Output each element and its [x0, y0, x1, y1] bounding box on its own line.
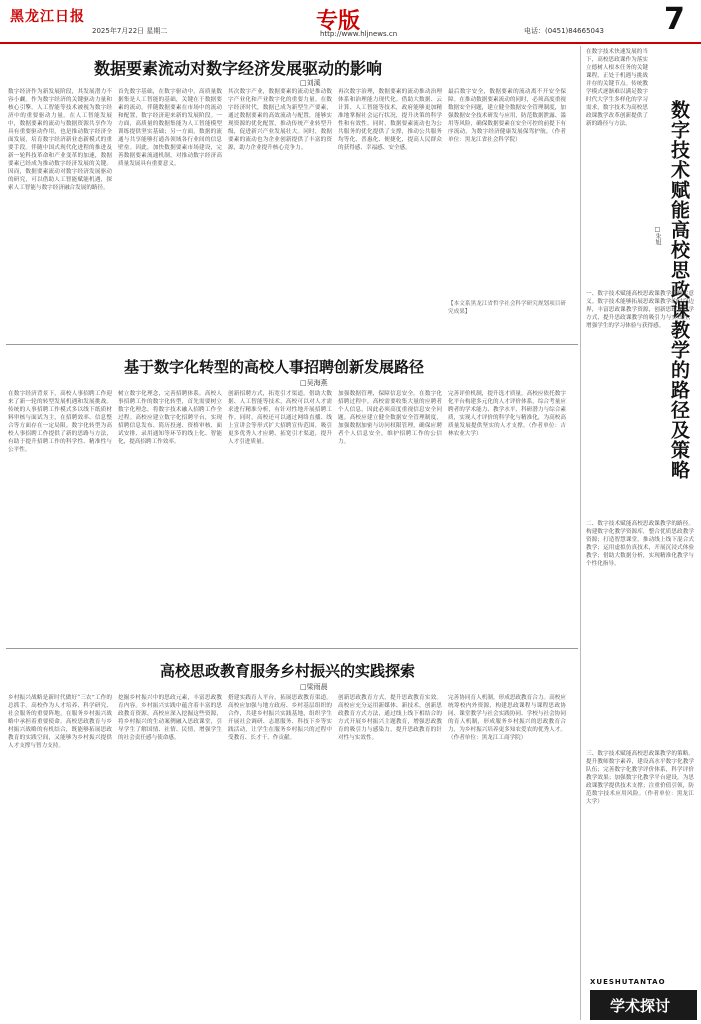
article2-col2: 树立数字化理念，完善招聘体系。高校人事招聘工作的数字化转型，首先需要树立数字化理念，将数字技术融入招聘工作全过程。高校应建立数字化招聘平台，实现招聘信息发布、简历投递、资格审核、面试安排、录用通知等环节的线上化、智能化，提高招聘工作效率。	[118, 391, 222, 445]
article3-col4: 创新思政教育方式，提升思政教育实效。高校应充分运用新媒体、新技术，创新思政教育方式方法，通过线上线下相结合的方式开展乡村振兴主题教育，增强思政教育的吸引力与感染力，提升思政教育的针对性与实效性。	[338, 695, 442, 741]
article2-col1: 在数字经济背景下，高校人事招聘工作迎来了新一轮的转型发展机遇和发展挑战。传统的人事招聘工作模式多以线下纸质材料审核与面试为主，在招聘效率、信息整合等方面存在一定局限。数字化转型为高校人事招聘工作提供了新的思路与方法，有助于提升招聘工作的科学性、精准性与公平性。	[8, 391, 112, 453]
article4-col2: 一、数字技术赋能高校思政课教学的现实意义。数字技术能够拓展思政课教学的时空边界，丰富思政课教学资源，创新思政课教学方式，提升思政课教学的吸引力与实效性，增强学生的学习体验与获得感。	[586, 291, 694, 329]
article3-col5: 完善协同育人机制，形成思政教育合力。高校应统筹校内外资源，构建思政课程与课程思政协同、课堂教学与社会实践协同、学校与社会协同的育人机制，形成服务乡村振兴的思政教育合力，为乡村振兴培养更多知农爱农的优秀人才。（作者单位：黑龙江工商学院）	[448, 695, 566, 741]
article1-col1: 数字经济作为新发展阶段，其发展潜力不容小觑。作为数字经济的关键驱动力量和核心引擎，人工智能等技术被视为数字经济中的重要驱动力量。在人工智能发展中，数据要素的流动与数据资源共享作为具有重要驱动作用，也是推动数字经济全面发展，培育数字经济新业态新模式的重要手段。伴随中国式现代化进程的推进及新一轮科技革命和产业变革的加速，数据要素已经成为推动数字经济发展的关键。因而，数据要素流动对数字经济发展驱动的研究，可以借助人工智能赋能机遇，探索人工智能与数字经济融合发展的路径。	[8, 89, 112, 191]
article2-col4: 加强数据管理，保障信息安全。在数字化招聘过程中，高校需要收集大量的应聘者个人信息，因此必须高度重视信息安全问题。高校应建立健全数据安全管理制度，加强数据加密与访问权限管理，确保应聘者个人信息安全，维护招聘工作的公信力。	[338, 391, 442, 445]
divider-2	[6, 648, 578, 649]
issue-date: 2025年7月22日 星期二	[92, 27, 168, 35]
article1-byline: □刘溪	[300, 79, 321, 87]
masthead	[0, 0, 701, 44]
article1-col4: 再次数字治理，数据要素的流动推动治理体系和治理能力现代化。借助大数据、云计算、人工智能等技术，政府能够更加精准地掌握社会运行状况，提升决策的科学性和有效性。同时，数据要素流动也为公共服务的优化提供了支撑，推动公共服务均等化、普惠化、便捷化，提高人民群众的获得感、幸福感、安全感。	[338, 89, 442, 151]
article4-headline: 数字技术赋能高校思政课教学的路径及策略	[668, 100, 690, 480]
article3-headline: 高校思政教育服务乡村振兴的实践探索	[160, 662, 416, 680]
phone-number: 电话：(0451)84665043	[524, 27, 604, 35]
article4-byline: □朱旭	[654, 226, 661, 245]
article1-col5: 最后数字安全，数据要素的流动离不开安全保障。在推动数据要素流动的同时，必须高度重视数据安全问题，建立健全数据安全管理制度，加强数据安全技术研发与应用，防范数据泄露、滥用等风险，确保数据要素在安全可控的前提下有序流动，为数字经济健康发展保驾护航。（作者单位：黑龙江省社会科学院）	[448, 89, 566, 143]
newspaper-logo: 黑龙江日报	[10, 9, 85, 25]
article2-col5: 完善评价机制，提升选才质量。高校应依托数字化平台构建多元化的人才评价体系，综合考量应聘者的学术能力、教学水平、科研潜力与综合素质，实现人才评价的科学化与精准化，为高校高质量发展提供坚实的人才支撑。（作者单位：吉林农业大学）	[448, 391, 566, 437]
article2-byline: □吴海燕	[300, 379, 328, 387]
divider-1	[6, 344, 578, 345]
article1-col3: 其次数字产业，数据要素的流动是推动数字产业化和产业数字化的重要力量。在数字经济时代，数据已成为新型生产要素，通过数据要素的高效流动与配置，能够实现资源的优化配置，推动传统产业转型升级，促进新兴产业发展壮大。同时，数据要素的流动也为企业创新提供了丰富的资源，助力企业提升核心竞争力。	[228, 89, 332, 151]
article1-headline: 数据要素流动对数字经济发展驱动的影响	[94, 59, 383, 78]
article2-col3: 创新招聘方式，拓宽引才渠道。借助大数据、人工智能等技术，高校可以对人才需求进行精准分析，有针对性地开展招聘工作。同时，高校还可以通过网络直播、线上宣讲会等形式扩大招聘宣传范围，吸引更多优秀人才应聘，拓宽引才渠道，提升人才引进质量。	[228, 391, 332, 445]
article3-byline: □梁雨晨	[300, 683, 328, 691]
article4-col4: 三、数字技术赋能高校思政课教学的策略。提升教师数字素养，建设高水平数字化教学队伍；完善数字化教学评价体系，科学评价教学效果；加强数字化教学平台建设，为思政课教学提供技术支撑；注重价值引领，防范数字技术应用风险。（作者单位：黑龙江大学）	[586, 751, 694, 805]
page-number: 7	[664, 2, 685, 37]
article4-col3: 二、数字技术赋能高校思政课教学的路径。构建数字化教学资源库，整合优质思政教学资源；打造智慧课堂，推动线上线下混合式教学；运用虚拟仿真技术，开展沉浸式体验教学；借助大数据分析，实现精准化教学与个性化指导。	[586, 521, 694, 567]
website-link[interactable]: http://www.hljnews.cn	[320, 30, 398, 38]
footer-label-en: XUESHUTANTAO	[590, 978, 666, 986]
article4-col1: 在数字技术快速发展的当下，高校思政课作为落实立德树人根本任务的关键课程，正处于机遇与挑战并存的关键节点。传统教学模式逐渐难以满足数字时代大学生多样化的学习需求，数字技术为高校思政课教学改革创新提供了新的路径与方法。	[586, 49, 648, 127]
article3-col1: 乡村振兴战略是新时代做好“三农”工作的总抓手。高校作为人才培养、科学研究、社会服务的重要阵地，在服务乡村振兴战略中承担着重要使命。高校思政教育与乡村振兴战略的有机结合，既能够拓展思政教育的实践空间，又能够为乡村振兴提供人才支撑与智力支持。	[8, 695, 112, 749]
article1-note: 【本文系黑龙江省哲学社会科学研究规划项目研究成果】	[448, 301, 566, 315]
article1-col2: 首先数字基础，在数字驱动中，高质量数据集是人工智能的基础，关键在于数据要素的流动。伴随数据要素在市场中的流动和配置，数字经济迎来新的发展阶段。一方面，高质量的数据集能为人工智能模型训练提供坚实基础；另一方面，数据的流通与共享能够打通各领域各行业间的信息壁垒。因此，加快数据要素市场建设，完善数据要素流通机制，对推动数字经济高质量发展具有重要意义。	[118, 89, 222, 167]
section-name: 专版	[316, 8, 361, 34]
article3-col3: 搭建实践育人平台，拓展思政教育渠道。高校应加强与地方政府、乡村基层组织的合作，共建乡村振兴实践基地，组织学生开展社会调研、志愿服务、科技下乡等实践活动，让学生在服务乡村振兴的过程中受教育、长才干、作贡献。	[228, 695, 332, 741]
article3-col2: 挖掘乡村振兴中的思政元素，丰富思政教育内容。乡村振兴实践中蕴含着丰富的思政教育资源，高校应深入挖掘这些资源，将乡村振兴的生动案例融入思政课堂，引导学生了解国情、社情、民情，增强学生的社会责任感与使命感。	[118, 695, 222, 741]
column-divider	[580, 46, 581, 1020]
footer-label: 学术探讨	[610, 997, 671, 1015]
article2-headline: 基于数字化转型的高校人事招聘创新发展路径	[124, 358, 425, 376]
